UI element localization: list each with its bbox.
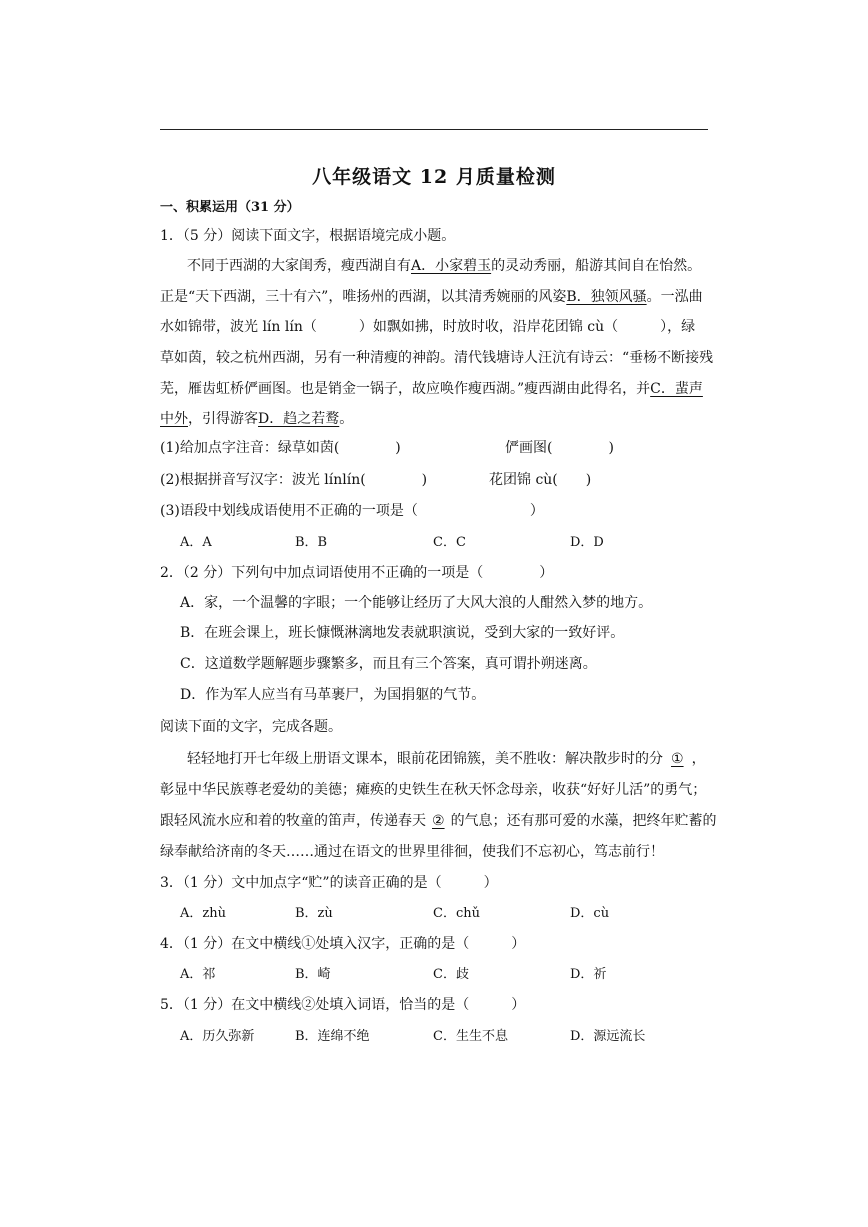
question-2-option-c: C．这道数学题解题步骤繁多，而且有三个答案，真可谓扑朔迷离。 (180, 656, 597, 672)
subquestion-1: (1)给加点字注音：绿草如茵( ) (160, 440, 401, 456)
passage-2-line-2: 彰显中华民族尊老爱幼的美德；瘫痪的史铁生在秋天怀念母亲，收获“好好儿活”的勇气； (160, 782, 707, 798)
subquestion-2: (2)根据拼音写汉字：波光 línlín( ) (160, 472, 428, 488)
option: C．生生不息 (433, 1029, 508, 1044)
page-title: 八年级语文 12 月质量检测 (312, 166, 556, 188)
option: A．A (180, 535, 212, 550)
option: B．B (295, 535, 328, 550)
question-2-stem: 2．（2 分）下列句中加点词语使用不正确的一项是（ ） (160, 565, 554, 581)
subquestion-3: (3)语段中划线成语使用不正确的一项是（ ） (160, 503, 544, 519)
text: 的灵动秀丽，船游其间自在怡然。 (491, 258, 702, 274)
option: B．zù (295, 906, 333, 921)
underlined-idiom-a: A．小家碧玉 (411, 258, 492, 274)
passage-2-line-3 (160, 810, 717, 830)
subquestion-2-part-2: 花团锦 cù( ) (489, 472, 592, 488)
header-rule (160, 129, 708, 130)
option: D．源远流长 (570, 1029, 646, 1044)
passage-1-line-2 (160, 286, 703, 306)
question-4-stem: 4．（1 分）在文中横线①处填入汉字，正确的是（ ） (160, 936, 526, 952)
passage-1-line-1 (187, 255, 701, 275)
text: 轻轻地打开七年级上册语文课本，眼前花团锦簇，美不胜收：解决散步时的分 (187, 751, 663, 767)
option: B．崎 (295, 967, 331, 982)
option: C．歧 (433, 967, 469, 982)
option: A．祁 (180, 967, 216, 982)
reading-instruction: 阅读下面的文字，完成各题。 (160, 719, 342, 735)
text: ，引得游客 (188, 411, 258, 427)
question-2-option-d: D．作为军人应当有马革裹尸，为国捐躯的气节。 (180, 687, 486, 703)
text: 正是“天下西湖，三十有六”，唯扬州的西湖，以其清秀婉丽的风姿 (160, 289, 567, 305)
passage-1-line-5 (160, 378, 703, 398)
subquestion-1-part-2: 俨画图( ) (505, 440, 614, 456)
section-heading: 一、积累运用（31 分） (160, 200, 300, 215)
option: B．连绵不绝 (295, 1029, 370, 1044)
text: 芜，雁齿虹桥俨画图。也是销金一锅子，故应唤作瘦西湖。”瘦西湖由此得名，并 (160, 381, 651, 397)
passage-1-line-3: 水如锦带，波光 lín lín（ ）如飘如拂，时放时收，沿岸花团锦 cù（ ），绿 (160, 319, 696, 335)
text: 跟轻风流水应和着的牧童的笛声，传递春天 (160, 813, 426, 829)
question-2-option-a: A．家，一个温馨的字眼；一个能够让经历了大风大浪的人酣然入梦的地方。 (180, 595, 653, 611)
option: D．祈 (570, 967, 607, 982)
passage-1-line-4: 草如茵，较之杭州西湖，另有一种清瘦的神韵。清代钱塘诗人汪沆有诗云：“垂杨不断接残 (160, 350, 714, 366)
text: 。一泓曲 (646, 289, 703, 305)
underlined-idiom-b: B．独领风骚 (566, 289, 647, 305)
question-1-stem: 1．（5 分）阅读下面文字，根据语境完成小题。 (160, 228, 456, 244)
passage-2-line-1 (187, 748, 706, 768)
passage-2-line-4: 绿奉献给济南的冬天……通过在语文的世界里徘徊，使我们不忘初心，笃志前行！ (160, 844, 664, 860)
option: A．历久弥新 (180, 1029, 255, 1044)
option: A．zhù (180, 906, 226, 921)
underlined-idiom-d: D．趋之若鹜 (258, 411, 340, 427)
blank-1: ① (671, 751, 684, 767)
question-2-option-b: B．在班会课上，班长慷慨淋漓地发表就职演说，受到大家的一致好评。 (180, 625, 625, 641)
text: 的气息；还有那可爱的水藻，把终年贮蓄的 (450, 813, 717, 829)
text: 。 (339, 411, 354, 427)
question-3-stem: 3．（1 分）文中加点字“贮”的读音正确的是（ ） (160, 875, 498, 891)
blank-2: ② (432, 813, 445, 829)
question-5-stem: 5．（1 分）在文中横线②处填入词语，恰当的是（ ） (160, 997, 526, 1013)
text: ， (691, 751, 706, 767)
underlined-idiom-c-end: 中外 (160, 411, 188, 427)
option: D．D (570, 535, 604, 550)
text: 不同于西湖的大家闺秀，瘦西湖自有 (187, 258, 411, 274)
underlined-idiom-c: C．蜚声 (650, 381, 703, 397)
option: C．C (433, 535, 466, 550)
option: C．chǔ (433, 906, 480, 921)
option: D．cù (570, 906, 610, 921)
passage-1-line-6 (160, 408, 353, 428)
